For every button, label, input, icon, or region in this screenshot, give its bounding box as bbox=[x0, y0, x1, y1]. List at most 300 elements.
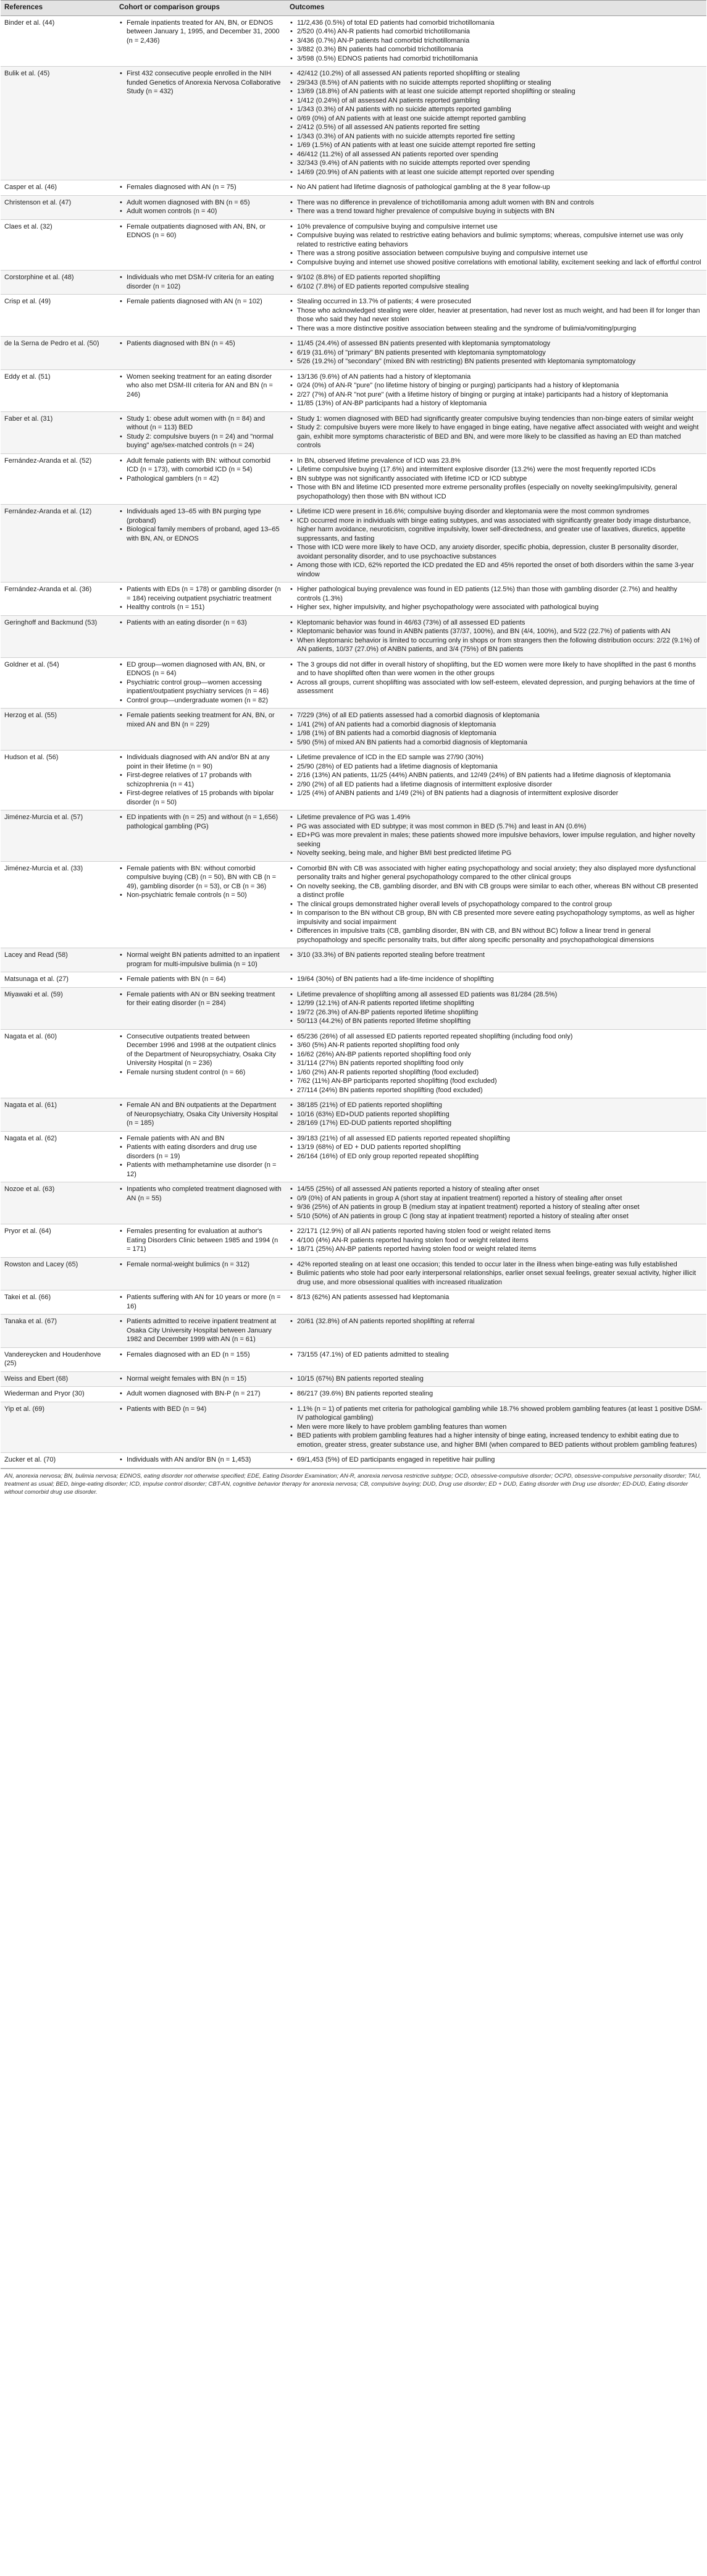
outcome-item: • 12/99 (12.1%) of AN-R patients reported lifetime shoplifting bbox=[290, 999, 703, 1008]
cohort-item: • Patients with EDs (n = 178) or gambling disorder (n = 184) receiving outpatient psychiatric treatment bbox=[119, 585, 282, 603]
outcome-item: • Those who acknowledged stealing were older, heavier at presentation, had never lost as much weight, and had been ill for longer than those who said they had never stolen bbox=[290, 306, 703, 324]
cohort-item: • Females diagnosed with AN (n = 75) bbox=[119, 183, 282, 192]
reference-cell: Weiss and Ebert (68) bbox=[1, 1371, 115, 1387]
outcomes-cell bbox=[286, 295, 706, 337]
outcome-item: • 10/15 (67%) BN patients reported stealing bbox=[290, 1374, 703, 1384]
outcome-item: • 1/98 (1%) of BN patients had a comorbid diagnosis of kleptomania bbox=[290, 729, 703, 738]
outcomes-list bbox=[290, 1185, 703, 1221]
table-row bbox=[1, 337, 706, 370]
outcomes-cell bbox=[286, 987, 706, 1029]
outcome-item: • BN subtype was not significantly associated with lifetime ICD or ICD subtype bbox=[290, 474, 703, 484]
cohort-list bbox=[119, 1185, 282, 1203]
outcome-item: • 6/102 (7.8%) of ED patients reported compulsive stealing bbox=[290, 282, 703, 292]
outcome-item: • 2/520 (0.4%) AN-R patients had comorbid trichotillomania bbox=[290, 27, 703, 36]
cohort-list bbox=[119, 457, 282, 484]
cohort-item: • Psychiatric control group—women accessing inpatient/outpatient psychiatry services (n = 46) bbox=[119, 678, 282, 696]
outcome-item: • 39/183 (21%) of all assessed ED patients reported repeated shoplifting bbox=[290, 1134, 703, 1143]
table-body bbox=[1, 15, 706, 1468]
outcome-item: • 14/69 (20.9%) of AN patients with at least one suicide attempt reported over spending bbox=[290, 168, 703, 177]
outcome-item: • Lifetime prevalence of ICD in the ED sample was 27/90 (30%) bbox=[290, 753, 703, 762]
outcome-item: • Higher sex, higher impulsivity, and higher psychopathology were associated with pathological buying bbox=[290, 603, 703, 612]
reference-cell: Jiménez-Murcia et al. (57) bbox=[1, 810, 115, 862]
table-row bbox=[1, 1029, 706, 1098]
cohort-cell bbox=[115, 1371, 286, 1387]
cohort-cell bbox=[115, 948, 286, 972]
reference-cell: Casper et al. (46) bbox=[1, 180, 115, 196]
outcomes-cell bbox=[286, 1387, 706, 1402]
outcome-item: • On novelty seeking, the CB, gambling disorder, and BN with CB groups were similar to each other, whereas BN without CB presented a distinct profile bbox=[290, 882, 703, 900]
outcomes-cell bbox=[286, 1402, 706, 1453]
reference-cell: Takei et al. (66) bbox=[1, 1290, 115, 1315]
cohort-cell bbox=[115, 411, 286, 453]
cohort-list bbox=[119, 618, 282, 628]
cohort-list bbox=[119, 975, 282, 984]
outcomes-list bbox=[290, 198, 703, 216]
outcomes-cell bbox=[286, 411, 706, 453]
outcomes-list bbox=[290, 753, 703, 798]
outcome-item: • 0/24 (0%) of AN-R "pure" (no lifetime history of binging or purging) participants had a history of kleptomania bbox=[290, 381, 703, 390]
outcome-item: • BED patients with problem gambling features had a higher intensity of binge eating, increased tendency to exhibit eating due to emotion, greater stress, greater substance use, and higher BMI (when compared to BED patients without problem gambling features) bbox=[290, 1431, 703, 1449]
outcomes-cell bbox=[286, 1131, 706, 1182]
cohort-item: • Normal weight females with BN (n = 15) bbox=[119, 1374, 282, 1384]
outcome-item: • There was a trend toward higher prevalence of compulsive buying in subjects with BN bbox=[290, 207, 703, 216]
outcomes-list bbox=[290, 1389, 703, 1399]
cohort-item: • Female patients diagnosed with AN (n = 102) bbox=[119, 297, 282, 306]
outcomes-cell bbox=[286, 1224, 706, 1258]
reference-cell: Geringhoff and Backmund (53) bbox=[1, 615, 115, 657]
reference-cell: Wiederman and Pryor (30) bbox=[1, 1387, 115, 1402]
outcomes-list bbox=[290, 457, 703, 502]
outcomes-cell bbox=[286, 1029, 706, 1098]
outcome-item: • 16/62 (26%) AN-BP patients reported shoplifting food only bbox=[290, 1050, 703, 1059]
outcomes-cell bbox=[286, 657, 706, 709]
reference-cell: Nozoe et al. (63) bbox=[1, 1182, 115, 1224]
outcome-item: • 46/412 (11.2%) of all assessed AN patients reported over spending bbox=[290, 150, 703, 159]
cohort-item: • Female patients with AN and BN bbox=[119, 1134, 282, 1143]
outcomes-list bbox=[290, 975, 703, 984]
cohort-list bbox=[119, 864, 282, 900]
outcome-item: • The clinical groups demonstrated higher overall levels of psychopathology compared to the control group bbox=[290, 900, 703, 909]
cohort-list bbox=[119, 813, 282, 831]
outcome-item: • 11/45 (24.4%) of assessed BN patients presented with kleptomania symptomatology bbox=[290, 339, 703, 348]
outcome-item: • 13/69 (18.8%) of AN patients with at least one suicide attempt reported shoplifting or stealing bbox=[290, 87, 703, 96]
outcome-item: • 2/90 (2%) of all ED patients had a lifetime diagnosis of intermittent explosive disorder bbox=[290, 780, 703, 789]
cohort-cell bbox=[115, 583, 286, 616]
cohort-item: • Female patients with BN (n = 64) bbox=[119, 975, 282, 984]
outcomes-list bbox=[290, 990, 703, 1026]
cohort-item: • Adult women diagnosed with BN (n = 65) bbox=[119, 198, 282, 208]
outcome-item: • Bulimic patients who stole had poor early interpersonal relationships, earlier onset sexual feelings, greater sexual activity, higher illicit drug use, and more obsessional qualities with increased ritualization bbox=[290, 1269, 703, 1287]
reference-cell: Zucker et al. (70) bbox=[1, 1453, 115, 1468]
outcomes-cell bbox=[286, 337, 706, 370]
outcome-item: • Across all groups, current shoplifting was associated with low self-esteem, elevated depression, and purging behaviors at the time of assessment bbox=[290, 678, 703, 696]
table-row bbox=[1, 195, 706, 219]
outcome-item: • Kleptomanic behavior was found in ANBN patients (37/37, 100%), and BN (4/4, 100%), and 5/22 (22.7%) of patients with AN bbox=[290, 627, 703, 636]
reference-cell: Claes et al. (32) bbox=[1, 219, 115, 271]
outcomes-list bbox=[290, 618, 703, 654]
outcomes-list bbox=[290, 864, 703, 945]
outcome-item: • 1.1% (n = 1) of patients met criteria for pathological gambling while 18.7% showed problem gambling features (at least 1 positive DSM-IV pathological gambling) bbox=[290, 1405, 703, 1423]
table-row bbox=[1, 987, 706, 1029]
outcome-item: • Lifetime prevalence of PG was 1.49% bbox=[290, 813, 703, 822]
cohort-item: • ED group—women diagnosed with AN, BN, or EDNOS (n = 64) bbox=[119, 660, 282, 678]
cohort-item: • Normal weight BN patients admitted to an inpatient program for multi-impulsive bulimia (n = 10) bbox=[119, 951, 282, 969]
outcomes-cell bbox=[286, 1182, 706, 1224]
cohort-cell bbox=[115, 1257, 286, 1290]
cohort-item: • Individuals aged 13–65 with BN purging type (proband) bbox=[119, 507, 282, 525]
cohort-item: • Patients with BED (n = 94) bbox=[119, 1405, 282, 1414]
cohort-list bbox=[119, 415, 282, 450]
outcomes-list bbox=[290, 183, 703, 192]
outcome-item: • 42/412 (10.2%) of all assessed AN patients reported shoplifting or stealing bbox=[290, 69, 703, 78]
cohort-cell bbox=[115, 709, 286, 751]
cohort-cell bbox=[115, 1402, 286, 1453]
outcomes-cell bbox=[286, 1290, 706, 1315]
outcomes-list bbox=[290, 711, 703, 747]
outcome-item: • 29/343 (8.5%) of AN patients with no suicide attempts reported shoplifting or stealing bbox=[290, 78, 703, 88]
outcome-item: • 6/19 (31.6%) of "primary" BN patients presented with kleptomania symptomatology bbox=[290, 348, 703, 358]
outcomes-cell bbox=[286, 751, 706, 810]
outcome-item: • ICD occurred more in individuals with binge eating subtypes, and was associated with significantly greater body image disturbance, higher harm avoidance, neuroticism, cognitive impulsivity, lower self-directedness, and greater use of laxatives, diuretics, appetite suppressants, and fasting bbox=[290, 516, 703, 544]
outcomes-list bbox=[290, 1293, 703, 1302]
cohort-item: • First-degree relatives of 15 probands with bipolar disorder (n = 50) bbox=[119, 789, 282, 807]
cohort-item: • First 432 consecutive people enrolled in the NIH funded Genetics of Anorexia Nervosa Collaborative Study (n = 432) bbox=[119, 69, 282, 96]
cohort-list bbox=[119, 660, 282, 705]
outcome-item: • 0/69 (0%) of AN patients with at least one suicide attempt reported gambling bbox=[290, 114, 703, 124]
outcome-item: • 10/16 (63%) ED+DUD patients reported shoplifting bbox=[290, 1110, 703, 1119]
outcome-item: • 7/229 (3%) of all ED patients assessed had a comorbid diagnosis of kleptomania bbox=[290, 711, 703, 720]
outcome-item: • 5/90 (5%) of mixed AN BN patients had a comorbid diagnosis of kleptomania bbox=[290, 738, 703, 747]
reference-cell: Pryor et al. (64) bbox=[1, 1224, 115, 1258]
reference-cell: Nagata et al. (60) bbox=[1, 1029, 115, 1098]
reference-cell: Rowston and Lacey (65) bbox=[1, 1257, 115, 1290]
outcome-item: • Lifetime ICD were present in 16.6%; compulsive buying disorder and kleptomania were the most common syndromes bbox=[290, 507, 703, 516]
table-row bbox=[1, 369, 706, 411]
cohort-list bbox=[119, 19, 282, 46]
outcome-item: • Novelty seeking, being male, and higher BMI best predicted lifetime PG bbox=[290, 849, 703, 858]
cohort-item: • Individuals diagnosed with AN and/or BN at any point in their lifetime (n = 90) bbox=[119, 753, 282, 771]
cohort-item: • Patients suffering with AN for 10 years or more (n = 16) bbox=[119, 1293, 282, 1311]
outcomes-list bbox=[290, 273, 703, 291]
outcome-item: • There was a strong positive association between compulsive buying and compulsive internet use bbox=[290, 249, 703, 258]
cohort-cell bbox=[115, 657, 286, 709]
cohort-item: • Female patients with BN: without comorbid compulsive buying (CB) (n = 50), BN with CB (n = 49), gambling disorder (n = 53), or CB (n = 36) bbox=[119, 864, 282, 891]
table-row bbox=[1, 1371, 706, 1387]
header-outcomes: Outcomes bbox=[286, 1, 706, 16]
outcome-item: • 69/1,453 (5%) of ED participants engaged in repetitive hair pulling bbox=[290, 1455, 703, 1465]
cohort-cell bbox=[115, 1029, 286, 1098]
cohort-list bbox=[119, 951, 282, 969]
outcomes-cell bbox=[286, 369, 706, 411]
outcomes-list bbox=[290, 585, 703, 612]
outcome-item: • Lifetime prevalence of shoplifting among all assessed ED patients was 81/284 (28.5%) bbox=[290, 990, 703, 1000]
outcome-item: • 2/412 (0.5%) of all assessed AN patients reported fire setting bbox=[290, 123, 703, 132]
outcome-item: • 28/169 (17%) ED-DUD patients reported shoplifting bbox=[290, 1119, 703, 1128]
cohort-item: • Study 1: obese adult women with (n = 84) and without (n = 113) BED bbox=[119, 415, 282, 432]
outcome-item: • 1/343 (0.3%) of AN patients with no suicide attempts reported gambling bbox=[290, 105, 703, 114]
outcome-item: • 42% reported stealing on at least one occasion; this tended to occur later in the illness when binge-eating was fully established bbox=[290, 1260, 703, 1269]
cohort-cell bbox=[115, 369, 286, 411]
reference-cell: Binder et al. (44) bbox=[1, 15, 115, 67]
cohort-item: • Women seeking treatment for an eating disorder who also met DSM-III criteria for AN and BN (n = 246) bbox=[119, 373, 282, 400]
table-row bbox=[1, 709, 706, 751]
table-row bbox=[1, 411, 706, 453]
outcome-item: • 14/55 (25%) of all assessed AN patients reported a history of stealing after onset bbox=[290, 1185, 703, 1194]
outcomes-list bbox=[290, 1032, 703, 1095]
reference-cell: Matsunaga et al. (27) bbox=[1, 972, 115, 988]
cohort-item: • Pathological gamblers (n = 42) bbox=[119, 474, 282, 484]
outcome-item: • Compulsive buying and internet use showed positive correlations with emotional lability, excitement seeking and lack of effortful control bbox=[290, 258, 703, 267]
reference-cell: Herzog et al. (55) bbox=[1, 709, 115, 751]
outcome-item: • 18/71 (25%) AN-BP patients reported having stolen food or weight related items bbox=[290, 1245, 703, 1254]
outcome-item: • Those with ICD were more likely to have OCD, any anxiety disorder, specific phobia, depression, cluster B personality disorder, avoidant personality disorder, and to use psychoactive substances bbox=[290, 543, 703, 561]
outcome-item: • 9/36 (25%) of AN patients in group B (medium stay at inpatient treatment) reported a history of stealing after onset bbox=[290, 1203, 703, 1212]
cohort-list bbox=[119, 273, 282, 291]
outcomes-list bbox=[290, 1317, 703, 1326]
cohort-cell bbox=[115, 295, 286, 337]
outcome-item: • 1/69 (1.5%) of AN patients with at least one suicide attempt reported fire setting bbox=[290, 141, 703, 150]
outcome-item: • 22/171 (12.9%) of all AN patients reported having stolen food or weight related items bbox=[290, 1227, 703, 1236]
header-references: References bbox=[1, 1, 115, 16]
outcomes-list bbox=[290, 1455, 703, 1465]
outcomes-list bbox=[290, 660, 703, 696]
outcome-item: • The 3 groups did not differ in overall history of shoplifting, but the ED women were more likely to have shoplifted in the past 6 months and to have shoplifted often than were women in the other groups bbox=[290, 660, 703, 678]
cohort-item: • ED inpatients with (n = 25) and without (n = 1,656) pathological gambling (PG) bbox=[119, 813, 282, 831]
cohort-item: • First-degree relatives of 17 probands with schizophrenia (n = 41) bbox=[119, 771, 282, 789]
outcome-item: • Comorbid BN with CB was associated with higher eating psychopathology and social anxiety; they also displayed more dysfunctional personality traits and higher general psychopathology compared to the other clinical groups bbox=[290, 864, 703, 882]
cohort-cell bbox=[115, 505, 286, 583]
outcome-item: • There was a more distinctive positive association between stealing and the syndrome of bulimia/vomiting/purging bbox=[290, 324, 703, 334]
outcomes-cell bbox=[286, 1098, 706, 1132]
cohort-list bbox=[119, 222, 282, 240]
cohort-cell bbox=[115, 1131, 286, 1182]
outcome-item: • 3/598 (0.5%) EDNOS patients had comorbid trichotillomania bbox=[290, 54, 703, 64]
table-row bbox=[1, 453, 706, 505]
cohort-list bbox=[119, 585, 282, 612]
cohort-cell bbox=[115, 1290, 286, 1315]
table-row bbox=[1, 810, 706, 862]
cohort-cell bbox=[115, 751, 286, 810]
reference-cell: Jiménez-Murcia et al. (33) bbox=[1, 861, 115, 948]
outcome-item: • Men were more likely to have problem gambling features than women bbox=[290, 1423, 703, 1432]
outcome-item: • 11/85 (13%) of AN-BP participants had a history of kleptomania bbox=[290, 399, 703, 408]
cohort-cell bbox=[115, 1387, 286, 1402]
cohort-cell bbox=[115, 1453, 286, 1468]
outcome-item: • 13/136 (9.6%) of AN patients had a history of kleptomania bbox=[290, 373, 703, 382]
cohort-item: • Female nursing student control (n = 66) bbox=[119, 1068, 282, 1077]
outcome-item: • 8/13 (62%) AN patients assessed had kleptomania bbox=[290, 1293, 703, 1302]
outcome-item: • Lifetime compulsive buying (17.6%) and intermittent explosive disorder (13.2%) were the most frequently reported ICDs bbox=[290, 465, 703, 474]
cohort-cell bbox=[115, 1098, 286, 1132]
cohort-list bbox=[119, 1389, 282, 1399]
outcome-item: • 26/164 (16%) of ED only group reported repeated shoplifting bbox=[290, 1152, 703, 1161]
cohort-item: • Healthy controls (n = 151) bbox=[119, 603, 282, 612]
outcomes-cell bbox=[286, 67, 706, 180]
reference-cell: Nagata et al. (62) bbox=[1, 1131, 115, 1182]
outcome-item: • Among those with ICD, 62% reported the ICD predated the ED and 45% reported the onset of both disorders within the same 3-year window bbox=[290, 561, 703, 579]
reference-cell: Miyawaki et al. (59) bbox=[1, 987, 115, 1029]
cohort-item: • Individuals with AN and/or BN (n = 1,453) bbox=[119, 1455, 282, 1465]
outcome-item: • 73/155 (47.1%) of ED patients admitted to stealing bbox=[290, 1350, 703, 1360]
table-row bbox=[1, 1387, 706, 1402]
cohort-item: • Patients with methamphetamine use disorder (n = 12) bbox=[119, 1161, 282, 1179]
cohort-list bbox=[119, 297, 282, 306]
cohort-item: • Non-psychiatric female controls (n = 50) bbox=[119, 891, 282, 900]
table-row bbox=[1, 751, 706, 810]
outcomes-list bbox=[290, 1260, 703, 1287]
cohort-cell bbox=[115, 219, 286, 271]
table-row bbox=[1, 1131, 706, 1182]
cohort-cell bbox=[115, 1182, 286, 1224]
outcome-item: • 1/343 (0.3%) of AN patients with no suicide attempts reported fire setting bbox=[290, 132, 703, 141]
reference-cell: Fernández-Aranda et al. (12) bbox=[1, 505, 115, 583]
outcomes-cell bbox=[286, 972, 706, 988]
outcomes-list bbox=[290, 507, 703, 579]
table-row bbox=[1, 1182, 706, 1224]
outcomes-cell bbox=[286, 1257, 706, 1290]
outcome-item: • In comparison to the BN without CB group, BN with CB presented more severe eating psychopathology symptoms, as well as higher impulsivity and social impairment bbox=[290, 909, 703, 927]
table-row bbox=[1, 67, 706, 180]
table-row bbox=[1, 583, 706, 616]
cohort-item: • Female inpatients treated for AN, BN, or EDNOS between January 1, 1995, and December 31, 2000 (n = 2,436) bbox=[119, 19, 282, 46]
outcomes-cell bbox=[286, 453, 706, 505]
outcome-item: • 4/100 (4%) AN-R patients reported having stolen food or weight related items bbox=[290, 1236, 703, 1245]
cohort-cell bbox=[115, 987, 286, 1029]
cohort-cell bbox=[115, 180, 286, 196]
outcomes-cell bbox=[286, 195, 706, 219]
cohort-item: • Adult female patients with BN: without comorbid ICD (n = 173), with comorbid ICD (n = 54) bbox=[119, 457, 282, 474]
reference-cell: de la Serna de Pedro et al. (50) bbox=[1, 337, 115, 370]
cohort-list bbox=[119, 1374, 282, 1384]
outcome-item: • 86/217 (39.6%) BN patients reported stealing bbox=[290, 1389, 703, 1399]
cohort-item: • Females presenting for evaluation at author's Eating Disorders Clinic between 1985 and 1994 (n = 171) bbox=[119, 1227, 282, 1254]
outcome-item: • 1/41 (2%) of AN patients had a comorbid diagnosis of kleptomania bbox=[290, 720, 703, 730]
outcomes-list bbox=[290, 1405, 703, 1450]
cohort-list bbox=[119, 1101, 282, 1128]
outcome-item: • 27/114 (24%) BN patients reported shoplifting (food excluded) bbox=[290, 1086, 703, 1095]
outcomes-cell bbox=[286, 505, 706, 583]
outcome-item: • Study 2: compulsive buyers were more likely to have engaged in binge eating, have negative affect associated with weight and weight gain, exhibit more symptoms characteristic of BED and BN, and were more likely to be classified as having an ED than matched controls bbox=[290, 423, 703, 450]
table-row bbox=[1, 1347, 706, 1371]
cohort-cell bbox=[115, 67, 286, 180]
reference-cell: Eddy et al. (51) bbox=[1, 369, 115, 411]
outcome-item: • 50/113 (44.2%) of BN patients reported lifetime shoplifting bbox=[290, 1017, 703, 1026]
cohort-list bbox=[119, 373, 282, 400]
reference-cell: Corstorphine et al. (48) bbox=[1, 271, 115, 295]
cohort-cell bbox=[115, 1315, 286, 1348]
cohort-item: • Patients with eating disorders and drug use disorders (n = 19) bbox=[119, 1143, 282, 1161]
reference-cell: Nagata et al. (61) bbox=[1, 1098, 115, 1132]
table-row bbox=[1, 1290, 706, 1315]
table-row bbox=[1, 295, 706, 337]
outcome-item: • Kleptomanic behavior was found in 46/63 (73%) of all assessed ED patients bbox=[290, 618, 703, 628]
outcomes-cell bbox=[286, 861, 706, 948]
cohort-cell bbox=[115, 615, 286, 657]
cohort-list bbox=[119, 711, 282, 729]
table-footnote: AN, anorexia nervosa; BN, bulimia nervosa; EDNOS, eating disorder not otherwise specified; EDE, Eating Disorder Examination; AN-R, anorexia nervosa restrictive subtype; OCD, obsessive-compulsive disorder; OCPD, obsessive-compulsive personality disorder; TAU, treatment as usual; BED, binge-eating disorder; ICD, impulse control disorder; CBT-AN, cognitive behavior therapy for anorexia nervosa; CB, compulsive buying; DUD, Drug use disorder; ED + DUD, Eating disorder with Drug use disorder; ED-DUD, Eating disorder without comorbid drug use disorder. bbox=[1, 1468, 706, 1500]
outcome-item: • 2/27 (7%) of AN-R "not pure" (with a lifetime history of binging or purging at intake) participants had a history of kleptomania bbox=[290, 390, 703, 400]
outcome-item: • Those with BN and lifetime ICD presented more extreme personality profiles (especially on novelty seeking/impulsivity, general psychopathology) then those with BN without ICD bbox=[290, 483, 703, 501]
cohort-item: • Adult women diagnosed with BN-P (n = 217) bbox=[119, 1389, 282, 1399]
cohort-list bbox=[119, 1134, 282, 1179]
outcomes-list bbox=[290, 1134, 703, 1161]
outcome-item: • 65/236 (26%) of all assessed ED patients reported repeated shoplifting (including food only) bbox=[290, 1032, 703, 1042]
outcomes-list bbox=[290, 19, 703, 64]
cohort-cell bbox=[115, 1224, 286, 1258]
cohort-list bbox=[119, 507, 282, 543]
table-header bbox=[1, 1, 706, 16]
cohort-list bbox=[119, 1032, 282, 1077]
outcomes-list bbox=[290, 1227, 703, 1254]
outcome-item: • There was no difference in prevalence of trichotillomania among adult women with BN and controls bbox=[290, 198, 703, 208]
outcome-item: • When kleptomanic behavior is limited to occurring only in shops or from strangers then the following distribution occurs: 2/22 (9.1%) of AN patients, 10/37 (27.0%) of ANBN patients, and 3/4 (75%) of BN patients bbox=[290, 636, 703, 654]
table-row bbox=[1, 1453, 706, 1468]
reference-cell: Fernández-Aranda et al. (36) bbox=[1, 583, 115, 616]
outcome-item: • 20/61 (32.8%) of AN patients reported shoplifting at referral bbox=[290, 1317, 703, 1326]
outcomes-list bbox=[290, 69, 703, 177]
outcomes-cell bbox=[286, 180, 706, 196]
reference-cell: Yip et al. (69) bbox=[1, 1402, 115, 1453]
cohort-list bbox=[119, 339, 282, 348]
table-row bbox=[1, 15, 706, 67]
table-row bbox=[1, 505, 706, 583]
outcome-item: • Study 1: women diagnosed with BED had significantly greater compulsive buying tendencies than non-binge eaters of similar weight bbox=[290, 415, 703, 424]
outcomes-list bbox=[290, 222, 703, 267]
table-row bbox=[1, 972, 706, 988]
outcome-item: • PG was associated with ED subtype; it was most common in BED (5.7%) and least in AN (0.6%) bbox=[290, 822, 703, 831]
outcomes-list bbox=[290, 1101, 703, 1128]
cohort-item: • Female normal-weight bulimics (n = 312) bbox=[119, 1260, 282, 1269]
cohort-item: • Adult women controls (n = 40) bbox=[119, 207, 282, 216]
table-row bbox=[1, 271, 706, 295]
outcomes-cell bbox=[286, 615, 706, 657]
outcome-item: • 3/60 (5%) AN-R patients reported shoplifting food only bbox=[290, 1041, 703, 1050]
cohort-cell bbox=[115, 15, 286, 67]
cohort-list bbox=[119, 1317, 282, 1344]
outcome-item: • Higher pathological buying prevalence was found in ED patients (12.5%) than those with gambling disorder (2.7%) and healthy controls (1.3%) bbox=[290, 585, 703, 603]
reference-cell: Crisp et al. (49) bbox=[1, 295, 115, 337]
table-row bbox=[1, 180, 706, 196]
cohort-list bbox=[119, 1293, 282, 1311]
cohort-item: • Consecutive outpatients treated between December 1996 and 1998 at the outpatient clinics of the Department of Neuropsychiatry, Osaka City University Hospital (n = 236) bbox=[119, 1032, 282, 1068]
reference-cell: Faber et al. (31) bbox=[1, 411, 115, 453]
outcomes-list bbox=[290, 339, 703, 366]
outcome-item: • Compulsive buying was related to restrictive eating behaviors and bulimic symptoms; whereas, compulsive internet use was only related to restrictive eating behaviors bbox=[290, 231, 703, 249]
outcome-item: • 19/72 (26.3%) of AN-BP patients reported lifetime shoplifting bbox=[290, 1008, 703, 1017]
cohort-list bbox=[119, 1350, 282, 1360]
cohort-item: • Biological family members of proband, aged 13–65 with BN, AN, or EDNOS bbox=[119, 525, 282, 543]
cohort-cell bbox=[115, 453, 286, 505]
cohort-item: • Study 2: compulsive buyers (n = 24) and "normal buying" age/sex-matched controls (n = 24) bbox=[119, 432, 282, 450]
outcomes-list bbox=[290, 813, 703, 858]
reference-cell: Christenson et al. (47) bbox=[1, 195, 115, 219]
table-row bbox=[1, 219, 706, 271]
cohort-list bbox=[119, 1405, 282, 1414]
cohort-item: • Patients with an eating disorder (n = 63) bbox=[119, 618, 282, 628]
cohort-cell bbox=[115, 195, 286, 219]
outcomes-cell bbox=[286, 810, 706, 862]
outcome-item: • 9/102 (8.8%) of ED patients reported shoplifting bbox=[290, 273, 703, 282]
table-row bbox=[1, 1315, 706, 1348]
outcome-item: • 25/90 (28%) of ED patients had a lifetime diagnosis of kleptomania bbox=[290, 762, 703, 772]
cohort-cell bbox=[115, 271, 286, 295]
outcome-item: • 3/10 (33.3%) of BN patients reported stealing before treatment bbox=[290, 951, 703, 960]
outcomes-cell bbox=[286, 1453, 706, 1468]
outcomes-list bbox=[290, 951, 703, 960]
cohort-cell bbox=[115, 861, 286, 948]
cohort-list bbox=[119, 753, 282, 807]
outcome-item: • 1/60 (2%) AN-R patients reported shoplifting (food excluded) bbox=[290, 1068, 703, 1077]
